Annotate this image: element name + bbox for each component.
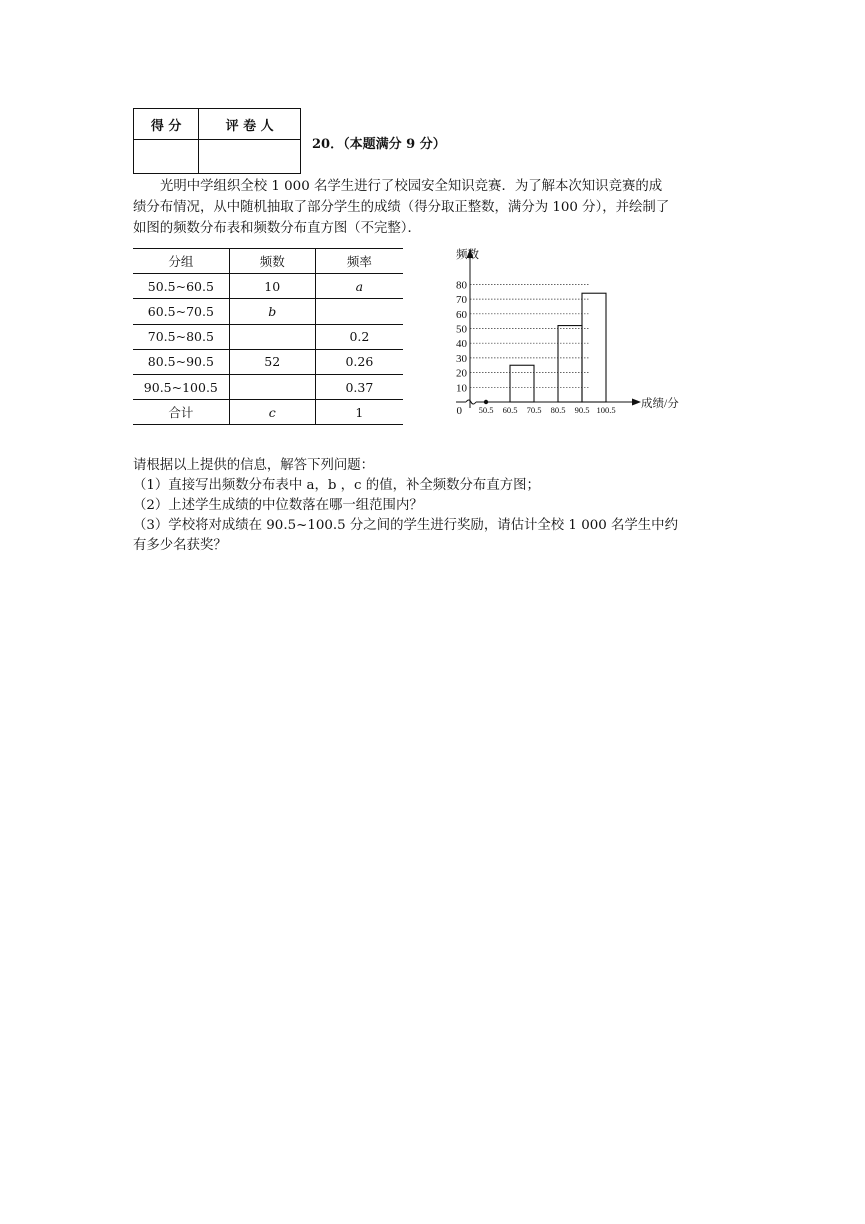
table-cell <box>229 374 315 399</box>
questions-intro: 请根据以上提供的信息，解答下列问题： <box>133 458 375 473</box>
table-row <box>133 400 403 425</box>
table-cell <box>315 299 403 324</box>
table-header-row <box>133 249 403 274</box>
question-2: （2）上述学生成绩的中位数落在哪一组范围内？ <box>133 498 423 513</box>
question-3-line-1: （3）学校将对成绩在 90.5~100.5 分之间的学生进行奖励，请估计全校 1 000 名学生中约 <box>133 518 678 533</box>
table-cell: 60.5~70.5 <box>133 299 229 324</box>
intro-line-2: 绩分布情况，从中随机抽取了部分学生的成绩（得分取正整数，满分为 100 分），并绘制了 <box>133 200 670 215</box>
bar-60.5~70.5 <box>510 365 534 402</box>
table-cell: 80.5~90.5 <box>133 349 229 374</box>
histogram-chart <box>430 242 700 420</box>
table-cell: 0.37 <box>315 374 403 399</box>
header-frequency-rate: 频率 <box>315 249 403 274</box>
table-cell: 52 <box>229 349 315 374</box>
y-tick-label: 70 <box>456 294 467 307</box>
y-tick-label: 50 <box>456 323 467 336</box>
table-cell: 10 <box>229 274 315 299</box>
question-3-line-2: 有多少名获奖？ <box>133 538 227 553</box>
intro-line-1: 光明中学组织全校 1 000 名学生进行了校园安全知识竞赛．为了解本次知识竞赛的成 <box>160 179 663 194</box>
x-tick-label: 100.5 <box>596 405 616 415</box>
y-tick-label: 10 <box>456 382 467 395</box>
frequency-table <box>133 248 403 425</box>
bar-80.5~90.5 <box>558 326 582 402</box>
table-cell: a <box>315 274 403 299</box>
y-tick-label: 30 <box>456 352 467 365</box>
grader-entry <box>199 140 301 174</box>
y-tick-label: 80 <box>456 279 467 292</box>
grader-label: 评 卷 人 <box>199 109 301 140</box>
table-row <box>133 299 403 324</box>
question-1: （1）直接写出频数分布表中 a，b ，c 的值，补全频数分布直方图； <box>133 478 540 493</box>
x-tick-label: 70.5 <box>526 405 542 415</box>
table-cell <box>229 324 315 349</box>
table-row <box>133 349 403 374</box>
axis-break-icon <box>466 400 476 404</box>
origin-point-marker <box>484 400 488 404</box>
question-title: 20．（本题满分 9 分） <box>312 137 446 152</box>
y-tick-label: 60 <box>456 308 467 321</box>
x-axis-title: 成绩/分 <box>641 398 679 410</box>
table-cell: 合计 <box>133 400 229 425</box>
table-cell: 1 <box>315 400 403 425</box>
bar-90.5~100.5 <box>582 293 606 402</box>
x-tick-label: 60.5 <box>502 405 518 415</box>
table-cell: c <box>229 400 315 425</box>
x-tick-label: 80.5 <box>550 405 566 415</box>
header-group: 分组 <box>133 249 229 274</box>
intro-line-3: 如图的频数分布表和频数分布直方图（不完整）． <box>133 221 421 236</box>
x-tick-label: 50.5 <box>478 405 494 415</box>
y-tick-label: 20 <box>456 367 467 380</box>
table-cell: 90.5~100.5 <box>133 374 229 399</box>
y-axis-title: 频数 <box>456 249 479 261</box>
table-cell: 0.2 <box>315 324 403 349</box>
x-tick-label: 90.5 <box>574 405 590 415</box>
score-label: 得 分 <box>134 109 199 140</box>
table-cell: 50.5~60.5 <box>133 274 229 299</box>
table-row <box>133 324 403 349</box>
table-row <box>133 274 403 299</box>
table-cell: 70.5~80.5 <box>133 324 229 349</box>
x-axis-arrow-icon <box>632 399 641 406</box>
header-frequency-count: 频数 <box>229 249 315 274</box>
score-box <box>133 108 301 174</box>
y-tick-label: 40 <box>456 338 467 351</box>
score-entry <box>134 140 199 174</box>
table-cell: b <box>229 299 315 324</box>
questions-block <box>133 456 743 556</box>
origin-label: 0 <box>456 405 462 417</box>
table-cell: 0.26 <box>315 349 403 374</box>
table-row <box>133 374 403 399</box>
question-intro <box>133 176 738 239</box>
